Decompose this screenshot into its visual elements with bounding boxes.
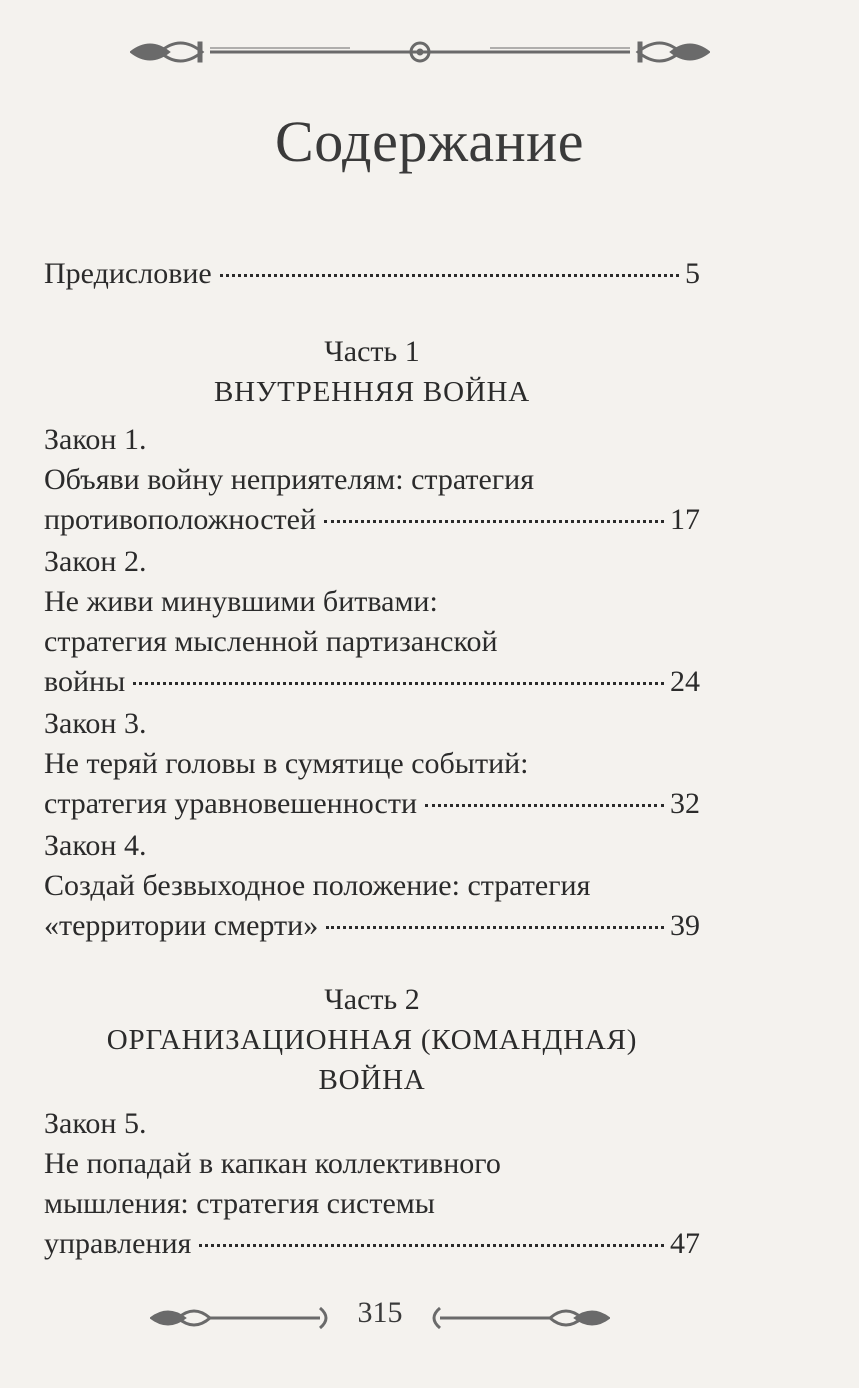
part-label: Часть 2 <box>324 983 420 1016</box>
dot-leader <box>199 1244 664 1247</box>
page-footer <box>0 1290 859 1350</box>
part-title: ОРГАНИЗАЦИОННАЯ (КОМАНДНАЯ) <box>106 1024 638 1056</box>
law-title-line: стратегия уравновешенности <box>44 787 418 820</box>
law-title-line: управления <box>44 1227 192 1260</box>
dot-leader <box>425 804 664 807</box>
toc-entry-law-2[interactable] <box>44 662 700 702</box>
law-heading: Закон 5. <box>44 1107 147 1140</box>
part-title: ВОЙНА <box>318 1064 426 1096</box>
toc-entry-law-5[interactable] <box>44 1224 700 1264</box>
dot-leader <box>133 682 664 685</box>
part-title: ВНУТРЕННЯЯ ВОЙНА <box>213 376 531 408</box>
law-title-line: противоположностей <box>44 503 316 536</box>
footer-ornament-left <box>150 1300 335 1336</box>
law-title-line: Создай безвыходное положение: стратегия <box>44 869 591 902</box>
toc-entry-law-4[interactable] <box>44 906 700 946</box>
law-title-line: Не теряй головы в сумятице событий: <box>44 747 529 780</box>
dot-leader <box>324 520 664 523</box>
law-title-line: «территории смерти» <box>44 909 319 942</box>
toc-entry-law-1[interactable] <box>44 500 700 540</box>
law-title-line: войны <box>44 665 126 698</box>
law-title-line: Не попадай в капкан коллективного <box>44 1147 501 1180</box>
page-number: 315 <box>357 1296 403 1329</box>
toc-page-number: 5 <box>685 257 700 290</box>
toc-entry-preface[interactable] <box>44 254 700 294</box>
toc-page-number: 39 <box>670 909 700 942</box>
page-title: Содержание <box>275 109 584 174</box>
law-title-line: мышления: стратегия системы <box>44 1187 435 1220</box>
law-heading: Закон 3. <box>44 707 147 740</box>
toc-page-number: 24 <box>670 665 700 698</box>
law-heading: Закон 2. <box>44 545 147 578</box>
law-heading: Закон 1. <box>44 423 147 456</box>
toc-page-number: 17 <box>670 503 700 536</box>
law-title-line: Не живи минувшими битвами: <box>44 585 438 618</box>
footer-ornament-right <box>425 1300 610 1336</box>
top-ornament <box>130 28 710 76</box>
dot-leader <box>220 274 679 277</box>
law-title-line: стратегия мысленной партизанской <box>44 625 498 658</box>
law-heading: Закон 4. <box>44 829 147 862</box>
toc-page-number: 32 <box>670 787 700 820</box>
toc-entry-label: Предисловие <box>44 257 212 290</box>
dot-leader <box>326 926 664 929</box>
law-title-line: Объяви войну неприятелям: стратегия <box>44 463 534 496</box>
toc-page-number: 47 <box>670 1227 700 1260</box>
part-label: Часть 1 <box>324 335 420 368</box>
toc-entry-law-3[interactable] <box>44 784 700 824</box>
